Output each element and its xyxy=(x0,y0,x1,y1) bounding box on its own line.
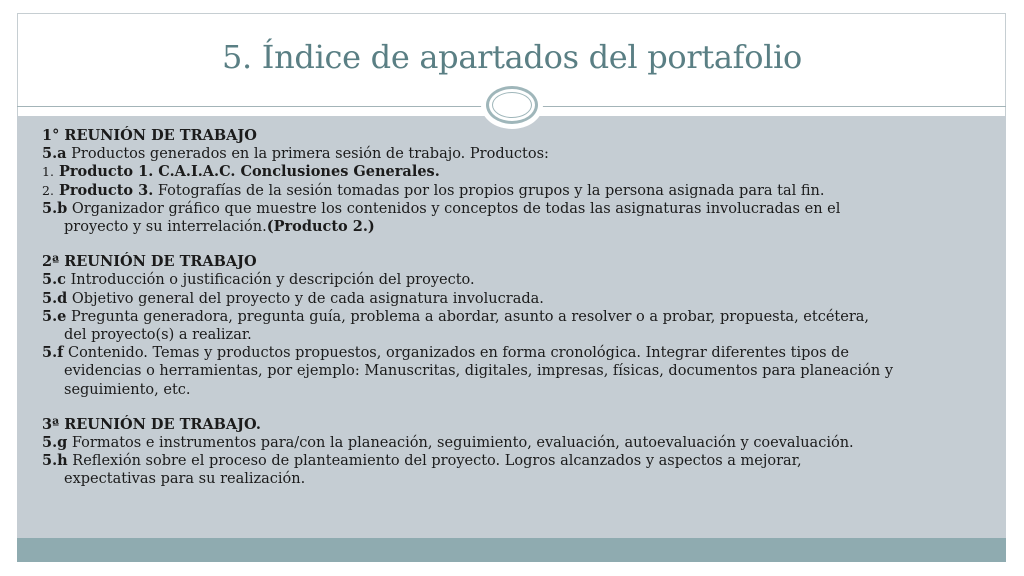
section-heading-3: 3ª REUNIÓN DE TRABAJO. xyxy=(42,415,261,433)
item-code: 5.b xyxy=(42,199,68,217)
list-item-producto-1 xyxy=(42,163,982,181)
section-heading-1: 1° REUNIÓN DE TRABAJO xyxy=(42,127,257,144)
item-code: 5.h xyxy=(42,452,68,470)
circle-ornament-icon xyxy=(486,86,538,124)
item-number: 1. xyxy=(42,164,54,180)
list-item-5b xyxy=(42,200,982,236)
section-heading-2: 2ª REUNIÓN DE TRABAJO xyxy=(42,253,257,271)
item-text: Productos generados en la primera sesión de trabajo. Productos: xyxy=(66,146,549,163)
item-bold-text: Producto 1. C.A.I.A.C. Conclusiones Generales. xyxy=(53,163,440,181)
list-item-producto-3 xyxy=(42,182,982,200)
item-text-line-2: del proyecto(s) a realizar. xyxy=(64,327,252,344)
item-bold-text: Producto 3. xyxy=(53,181,154,199)
item-code: 5.c xyxy=(42,271,66,289)
item-text-line-3: seguimiento, etc. xyxy=(64,381,191,398)
item-text-line-2: proyecto y su interrelación. xyxy=(64,219,267,236)
list-item-5a xyxy=(42,145,982,163)
item-code: 5.f xyxy=(42,344,64,362)
item-number: 2. xyxy=(42,182,54,198)
item-code: 5.a xyxy=(42,145,67,163)
item-code: 5.g xyxy=(42,434,68,452)
list-item-5d xyxy=(42,290,982,308)
item-code: 5.d xyxy=(42,289,68,307)
portfolio-index xyxy=(42,127,982,489)
list-item-5g xyxy=(42,434,982,452)
item-text: Objetivo general del proyecto y de cada asignatura involucrada. xyxy=(67,290,544,307)
item-text: Fotografías de la sesión tomadas por los propios grupos y la persona asignada para tal fin. xyxy=(153,182,825,199)
item-bold-tail: (Producto 2.) xyxy=(266,218,375,236)
item-text-line-2: evidencias o herramientas, por ejemplo: Manuscritas, digitales, impresas, físicas, documentos para planeación y xyxy=(64,363,894,380)
item-text-line-1: Pregunta generadora, pregunta guía, problema a abordar, asunto a resolver o a probar, propuesta, etcétera, xyxy=(66,308,870,325)
list-item-5h xyxy=(42,452,982,488)
list-item-5e xyxy=(42,308,982,344)
item-text-line-1: Contenido. Temas y productos propuestos, organizados en forma cronológica. Integrar diferentes tipos de xyxy=(63,345,850,362)
item-text-line-1: Reflexión sobre el proceso de planteamiento del proyecto. Logros alcanzados y aspectos a mejorar, xyxy=(67,453,802,470)
item-text: Introducción o justificación y descripción del proyecto. xyxy=(65,272,475,289)
item-text-line-2: expectativas para su realización. xyxy=(64,471,306,488)
slide-title: 5. Índice de apartados del portafolio xyxy=(221,38,803,76)
item-text-line-1: Organizador gráfico que muestre los contenidos y conceptos de todas las asignaturas involucradas en el xyxy=(67,200,841,217)
list-item-5c xyxy=(42,271,982,289)
item-code: 5.e xyxy=(42,307,67,325)
item-text: Formatos e instrumentos para/con la planeación, seguimiento, evaluación, autoevaluación y coevaluación. xyxy=(67,435,854,452)
list-item-5f xyxy=(42,344,982,399)
footer-band xyxy=(17,538,1006,562)
